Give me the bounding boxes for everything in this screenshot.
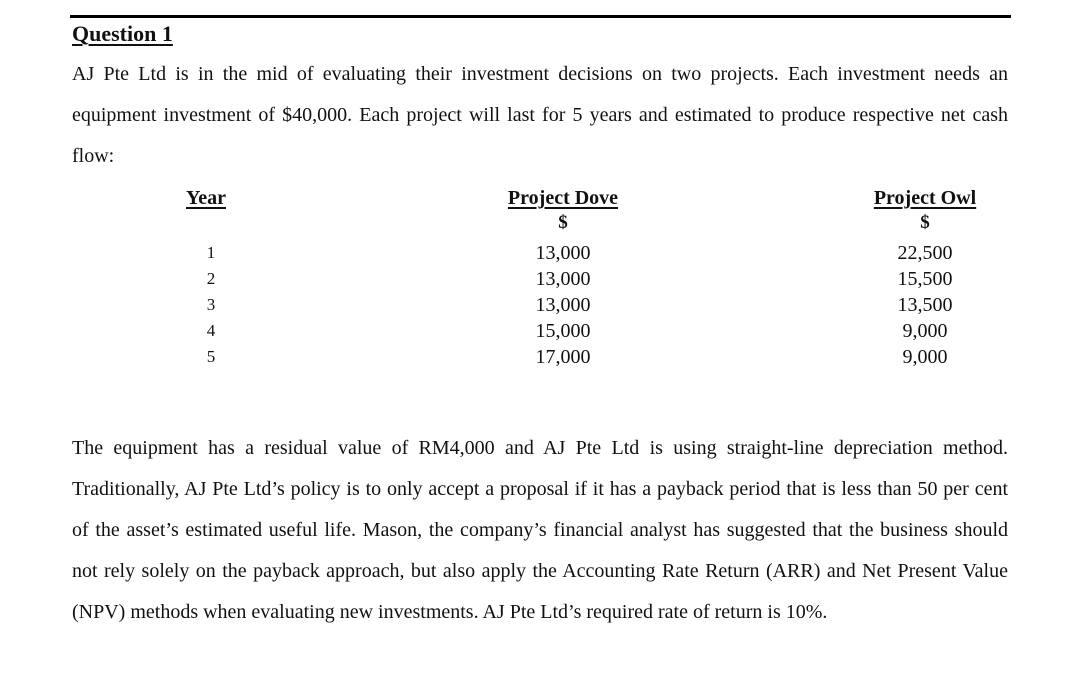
project-dove-header: Project Dove bbox=[507, 187, 619, 209]
project-owl-header: Project Owl bbox=[873, 187, 977, 209]
owl-cash-flow-cell: 22,500 bbox=[897, 242, 953, 264]
intro-paragraph: AJ Pte Ltd is in the mid of evaluating their investment decisions on two projects. Each investment needs an equipment investment of $40,000. Each project will last for 5 years and estimated to produce respective net cash flow: bbox=[72, 63, 1008, 167]
dove-cash-flow-cell: 15,000 bbox=[535, 320, 591, 342]
question-heading: Question 1 bbox=[72, 21, 173, 46]
year-cell: 4 bbox=[206, 321, 216, 340]
project-owl-values bbox=[850, 240, 1000, 370]
year-column-header: Year bbox=[186, 187, 226, 209]
year-cell: 5 bbox=[206, 347, 216, 366]
owl-cash-flow-cell: 15,500 bbox=[897, 268, 953, 290]
owl-cash-flow-cell: 9,000 bbox=[902, 320, 948, 342]
dove-cash-flow-cell: 13,000 bbox=[535, 242, 591, 264]
body-paragraph: The equipment has a residual value of RM4,000 and AJ Pte Ltd is using straight-line depreciation method. Traditionally, AJ Pte Ltd’s policy is to only accept a proposal if it has a payback period that is less than 50 per cent of the asset’s estimated useful life. Mason, the company’s financial analyst has suggested that the business should not rely solely on the payback approach, but also apply the Accounting Rate Return (ARR) and Net Present Value (NPV) methods when evaluating new investments. AJ Pte Ltd’s required rate of return is 10%. bbox=[72, 437, 1008, 623]
year-cell: 1 bbox=[206, 243, 216, 262]
year-cell: 3 bbox=[206, 295, 216, 314]
owl-cash-flow-cell: 9,000 bbox=[902, 346, 948, 368]
project-owl-unit: $ bbox=[920, 212, 930, 233]
owl-cash-flow-cell: 13,500 bbox=[897, 294, 953, 316]
project-dove-unit: $ bbox=[558, 212, 568, 233]
dove-cash-flow-cell: 13,000 bbox=[535, 268, 591, 290]
project-dove-values bbox=[488, 240, 638, 370]
top-divider bbox=[70, 15, 1011, 18]
year-column-values bbox=[196, 240, 226, 370]
dove-cash-flow-cell: 13,000 bbox=[535, 294, 591, 316]
year-cell: 2 bbox=[206, 269, 216, 288]
dove-cash-flow-cell: 17,000 bbox=[535, 346, 591, 368]
